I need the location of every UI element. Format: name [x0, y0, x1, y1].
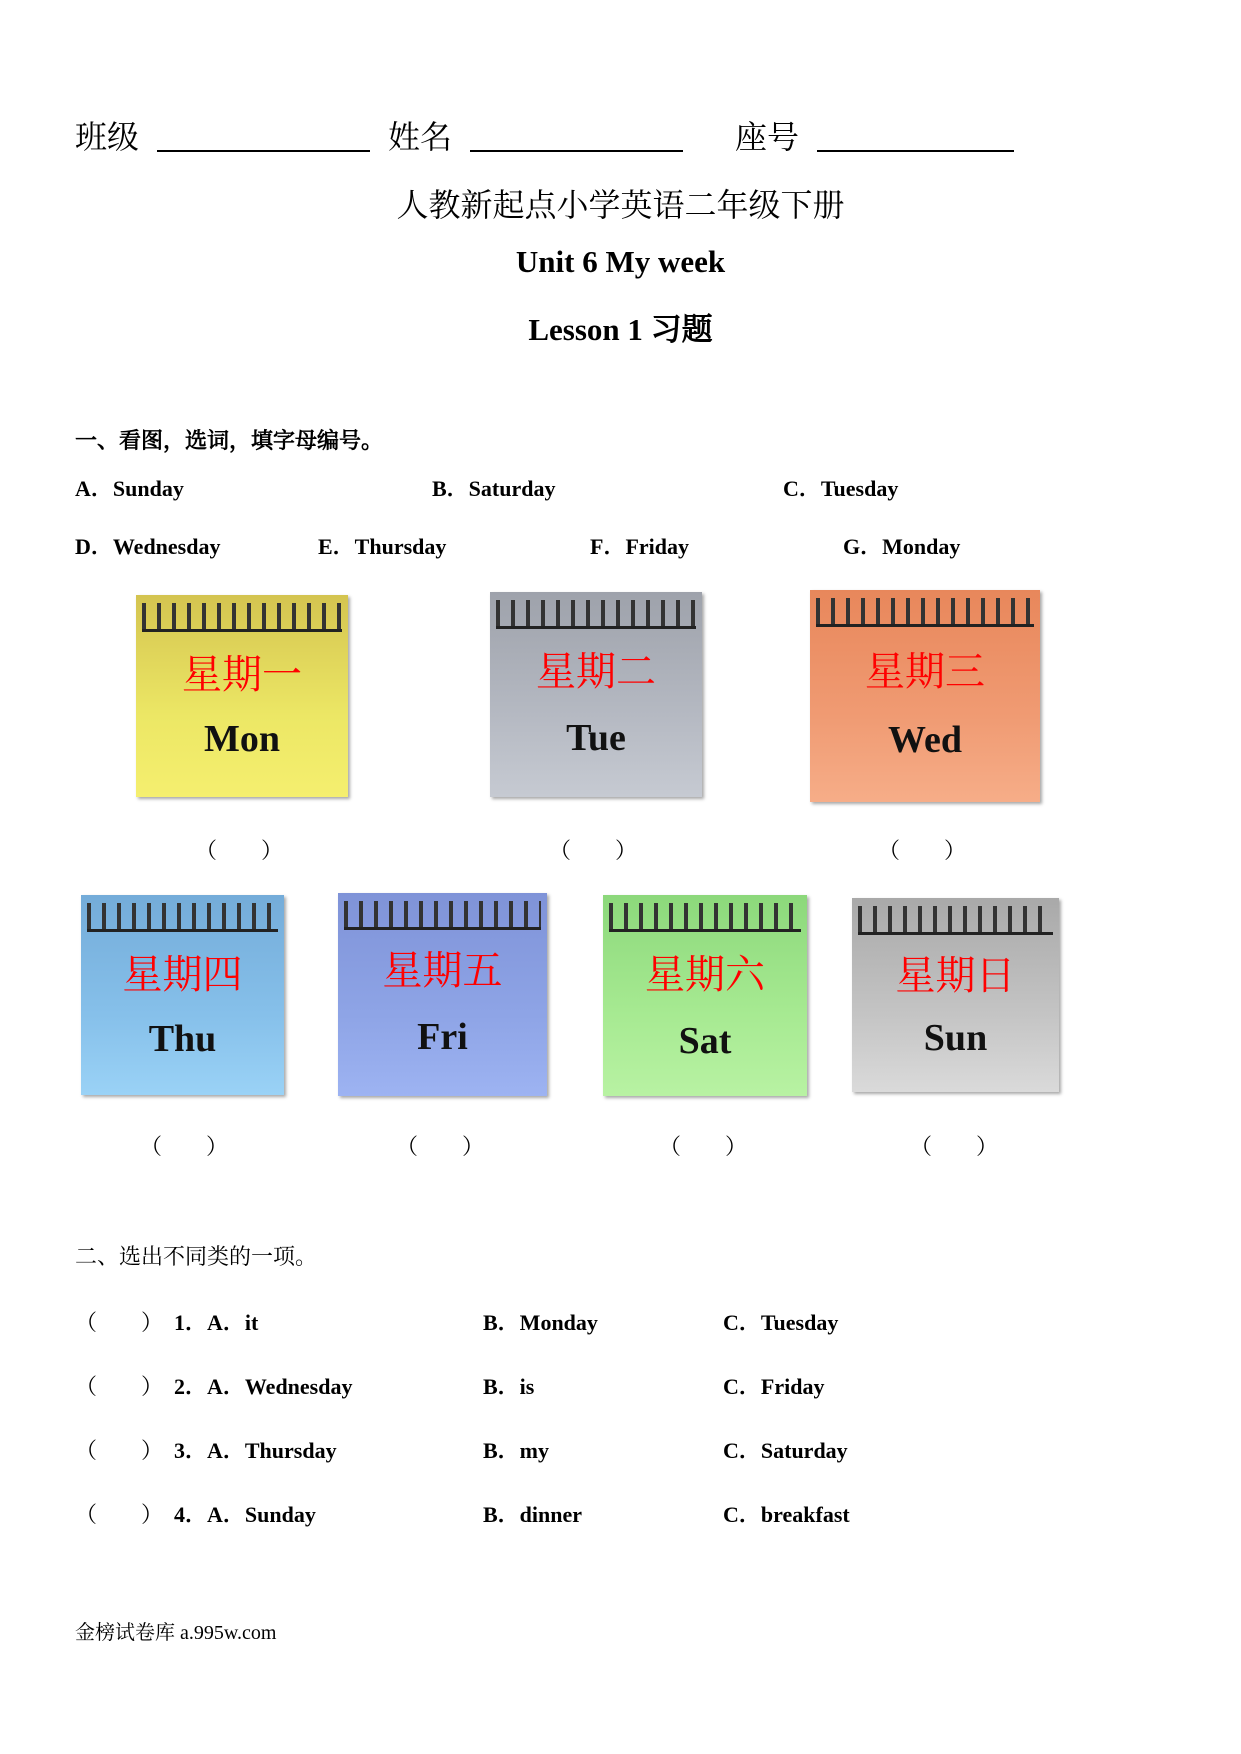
option-e: E．Thursday [318, 534, 447, 559]
calendar-card-sunday [852, 898, 1059, 1092]
q3-option-c: C．Saturday [723, 1438, 848, 1463]
option-b: B．Saturday [432, 476, 556, 501]
q2-option-c: C．Friday [723, 1374, 825, 1399]
q1-option-c: C．Tuesday [723, 1310, 839, 1335]
spiral-rings-icon [816, 598, 1034, 627]
card-cn-label: 星期一 [182, 652, 302, 698]
card-en-label: Tue [566, 717, 626, 759]
lesson-title: Lesson 1 习题 [528, 312, 713, 347]
card-cn-label: 星期六 [645, 952, 765, 998]
spiral-rings-icon [496, 600, 696, 629]
name-input-line[interactable] [470, 150, 683, 152]
calendar-card-saturday [603, 895, 807, 1096]
spiral-rings-icon [609, 903, 801, 932]
section1-heading: 一、看图，选词，填字母编号。 [75, 428, 384, 453]
card-en-label: Mon [204, 718, 280, 760]
card-en-label: Sat [678, 1020, 732, 1062]
option-f: F．Friday [590, 534, 689, 559]
card-cn-label: 星期日 [895, 953, 1016, 999]
class-label: 班级 [75, 119, 140, 155]
q4-option-a: 4．A．Sunday [174, 1502, 316, 1527]
q1-answer-blank[interactable]: （ ） [75, 1310, 164, 1335]
seat-input-line[interactable] [817, 150, 1014, 152]
spiral-rings-icon [87, 903, 278, 932]
footer-source: 金榜试卷库 a.995w.com [75, 1622, 277, 1644]
answer-blank-sunday[interactable]: （ ） [910, 1134, 999, 1159]
card-en-label: Fri [417, 1016, 468, 1058]
answer-blank-friday[interactable]: （ ） [396, 1134, 485, 1159]
card-en-label: Thu [148, 1018, 217, 1060]
card-cn-label: 星期二 [536, 649, 656, 695]
answer-blank-saturday[interactable]: （ ） [659, 1134, 748, 1159]
class-input-line[interactable] [157, 150, 370, 152]
q1-option-a: 1．A．it [174, 1310, 259, 1335]
q3-answer-blank[interactable]: （ ） [75, 1438, 164, 1463]
calendar-card-wednesday [810, 590, 1040, 802]
calendar-card-friday [338, 893, 547, 1096]
section2-heading: 二、选出不同类的一项。 [75, 1244, 318, 1269]
q4-answer-blank[interactable]: （ ） [75, 1502, 164, 1527]
q2-option-a: 2．A．Wednesday [174, 1374, 353, 1399]
answer-blank-tuesday[interactable]: （ ） [549, 838, 638, 863]
card-en-label: Sun [923, 1017, 988, 1059]
q4-option-c: C．breakfast [723, 1502, 850, 1527]
card-cn-label: 星期五 [382, 948, 503, 994]
spiral-rings-icon [142, 603, 342, 632]
calendar-card-tuesday [490, 592, 702, 797]
name-label: 姓名 [388, 119, 453, 155]
q4-option-b: B．dinner [483, 1502, 583, 1527]
option-d: D．Wednesday [75, 534, 221, 559]
card-cn-label: 星期四 [122, 952, 243, 998]
answer-blank-thursday[interactable]: （ ） [140, 1134, 229, 1159]
option-a: A．Sunday [75, 476, 184, 501]
q2-option-b: B．is [483, 1374, 535, 1399]
q3-option-b: B．my [483, 1438, 550, 1463]
q1-option-b: B．Monday [483, 1310, 598, 1335]
card-en-label: Wed [888, 719, 962, 761]
page-title: 人教新起点小学英语二年级下册 [396, 187, 845, 223]
answer-blank-wednesday[interactable]: （ ） [878, 838, 967, 863]
calendar-card-monday [136, 595, 348, 797]
unit-title: Unit 6 My week [515, 244, 726, 279]
q2-answer-blank[interactable]: （ ） [75, 1374, 164, 1399]
calendar-card-thursday [81, 895, 284, 1095]
seat-label: 座号 [735, 119, 800, 155]
card-cn-label: 星期三 [865, 649, 985, 695]
spiral-rings-icon [344, 901, 541, 930]
option-g: G．Monday [843, 534, 961, 559]
q3-option-a: 3．A．Thursday [174, 1438, 337, 1463]
option-c: C．Tuesday [783, 476, 899, 501]
answer-blank-monday[interactable]: （ ） [195, 838, 284, 863]
spiral-rings-icon [858, 906, 1053, 935]
